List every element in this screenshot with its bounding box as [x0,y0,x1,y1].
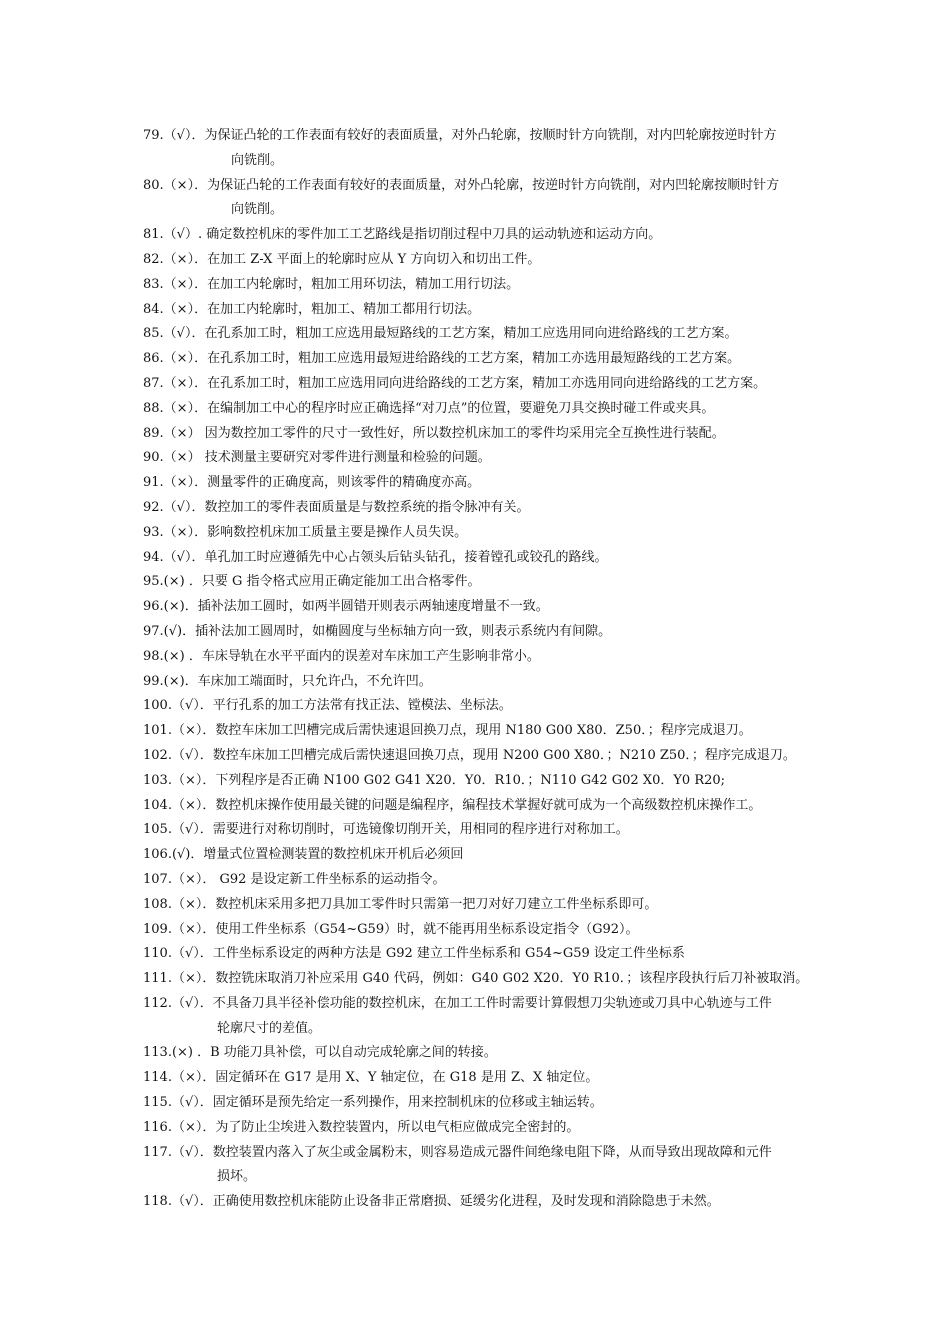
item-text: 80.（×）．为保证凸轮的工作表面有较好的表面质量，对外凸轮廓，按逆时针方向铣削，对内凹轮廓按顺时针方 [143,177,780,193]
list-item: 92.（√）．数控加工的零件表面质量是与数控系统的指令脉冲有关。 [143,499,530,515]
list-item: 110.（√）．工件坐标系设定的两种方法是 G92 建立工件坐标系和 G54~G59 设定工件坐标系 [143,946,685,962]
list-item: 107.（×）． G92 是设定新工件坐标系的运动指令。 [143,871,446,887]
list-item: 82.（×）．在加工 Z-X 平面上的轮廓时应从 Y 方向切入和切出工件。 [143,251,541,267]
list-item: 81.（√）. 确定数控机床的零件加工工艺路线是指切削过程中刀具的运动轨迹和运动方向。 [143,227,662,243]
list-item: 105.（√）．需要进行对称切削时，可选镜像切削开关，用相同的程序进行对称加工。 [143,822,629,838]
list-item: 95.(×) ．只要 G 指令格式应用正确定能加工出合格零件。 [143,574,481,590]
list-item: 90.（×） 技术测量主要研究对零件进行测量和检验的问题。 [143,450,491,466]
list-item: 96.(×)．插补法加工圆时，如两半圆错开则表示两轴速度增量不一致。 [143,599,549,615]
item-text-continued: 向铣削。 [231,202,284,218]
list-item: 100.（√）．平行孔系的加工方法常有找正法、镗模法、坐标法。 [143,698,512,714]
list-item: 94.（√）．单孔加工时应遵循先中心占领头后钻头钻孔，接着镗孔或铰孔的路线。 [143,549,608,565]
list-item: 113.(×) ．B 功能刀具补偿，可以自动完成轮廓之间的转接。 [143,1045,497,1061]
item-text-continued: 轮廓尺寸的差值。 [217,1020,322,1036]
list-item [143,124,863,174]
list-item: 104.（×）．数控机床操作使用最关键的问题是编程序，编程技术掌握好就可成为一个高级数控机床操作工。 [143,797,762,813]
list-item: 118.（√）．正确使用数控机床能防止设备非正常磨损、延缓劣化进程，及时发现和消除隐患于未然。 [143,1194,720,1210]
list-item: 115.（√）．固定循环是预先给定一系列操作，用来控制机床的位移或主轴运转。 [143,1095,603,1111]
list-item: 86.（×）．在孔系加工时，粗加工应选用最短进给路线的工艺方案，精加工亦选用最短路线的工艺方案。 [143,351,741,367]
list-item: 102.（√）．数控车床加工凹槽完成后需快速退回换刀点，现用 N200 G00 X80．；N210 Z50．；程序完成退刀。 [143,747,796,763]
list-item: 84.（×）．在加工内轮廓时，粗加工、精加工都用行切法。 [143,301,481,317]
list-item: 108.（×）．数控机床采用多把刀具加工零件时只需第一把刀对好刀建立工件坐标系即可。 [143,896,658,912]
item-text-continued: 损坏。 [217,1169,257,1185]
list-item: 93.（×）．影响数控机床加工质量主要是操作人员失误。 [143,524,468,540]
item-text: 79.（√）．为保证凸轮的工作表面有较好的表面质量，对外凸轮廓，按顺时针方向铣削，对内凹轮廓按逆时针方 [143,128,777,143]
list-item: 109.（×）．使用工件坐标系（G54~G59）时，就不能再用坐标系设定指令（G92）。 [143,921,639,937]
list-item: 88.（×）．在编制加工中心的程序时应正确选择“对刀点”的位置，要避免刀具交换时碰工件或夹具。 [143,400,715,416]
list-item: 103.（×）．下列程序是否正确 N100 G02 G41 X20．Y0．R10．；N110 G42 G02 X0．Y0 R20; [143,772,726,788]
list-item: 98.(×) ．车床导轨在水平平面内的误差对车床加工产生影响非常小。 [143,648,540,664]
list-item: 101.（×）．数控车床加工凹槽完成后需快速退回换刀点，现用 N180 G00 X80．Z50．；程序完成退刀。 [143,723,752,739]
list-item: 99.(×)．车床加工端面时，只允许凸，不允许凹。 [143,673,432,689]
list-item: 116.（×）．为了防止尘埃进入数控装置内，所以电气柜应做成完全密封的。 [143,1119,580,1135]
list-item [143,174,863,224]
list-item [143,992,863,1042]
list-item: 114.（×）．固定循环在 G17 是用 X、Y 轴定位，在 G18 是用 Z、X 轴定位。 [143,1070,599,1086]
list-item: 83.（×）．在加工内轮廓时，粗加工用环切法，精加工用行切法。 [143,276,520,292]
list-item: 85.（√）．在孔系加工时，粗加工应选用最短路线的工艺方案，精加工应选用同向进给路线的工艺方案。 [143,326,738,342]
question-list [143,124,863,1215]
list-item: 91.（×）．测量零件的正确度高，则该零件的精确度亦高。 [143,475,481,491]
item-text-continued: 向铣削。 [231,152,284,168]
item-text: 112.（√）．不具备刀具半径补偿功能的数控机床，在加工工件时需要计算假想刀尖轨迹或刀具中心轨迹与工件 [143,995,772,1011]
item-text: 117.（√）．数控装置内落入了灰尘或金属粉末，则容易造成元器件间绝缘电阻下降，从而导致出现故障和元件 [143,1144,772,1160]
list-item: 111.（×）．数控铣床取消刀补应采用 G40 代码，例如：G40 G02 X20．Y0 R10．；该程序段执行后刀补被取消。 [143,971,809,987]
list-item: 106.(√)．增量式位置检测装置的数控机床开机后必须回 [143,847,464,863]
list-item [143,1141,863,1191]
list-item: 89.（×） 因为数控加工零件的尺寸一致性好，所以数控机床加工的零件均采用完全互换性进行装配。 [143,425,725,441]
list-item: 87.（×）．在孔系加工时，粗加工应选用同向进给路线的工艺方案，精加工亦选用同向进给路线的工艺方案。 [143,375,767,391]
list-item: 97.(√)．插补法加工圆周时，如椭圆度与坐标轴方向一致，则表示系统内有间隙。 [143,623,612,639]
